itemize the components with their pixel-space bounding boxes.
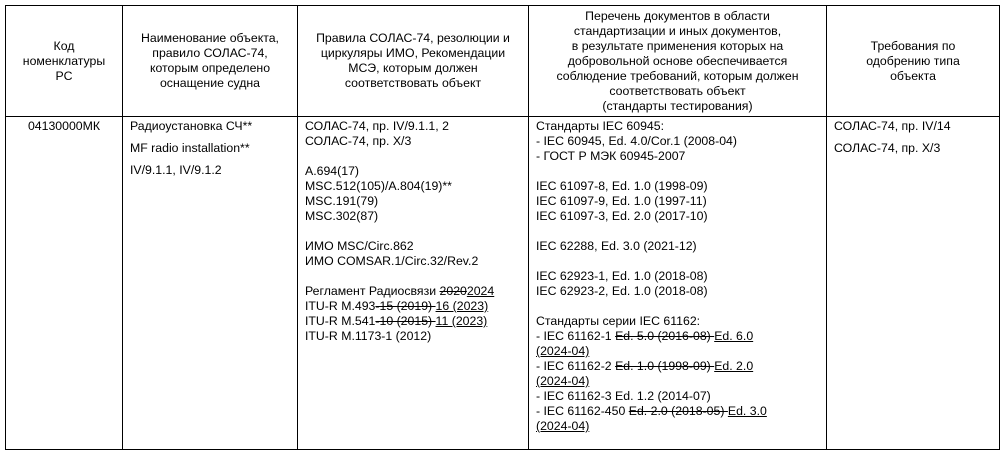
approval-solas-2: СОЛАС-74, пр. X/3: [834, 141, 941, 155]
reg-msc512: MSC.512(105)/A.804(19)**: [305, 179, 452, 193]
object-name-en: MF radio installation**: [130, 141, 250, 155]
header-standards: [529, 6, 827, 117]
header-regulations: [298, 6, 529, 117]
struck-text: -15 (2019): [375, 299, 436, 313]
std-iec61162-2: - IEC 61162-2 Ed. 1.0 (1998-09) Ed. 2.0: [536, 359, 754, 373]
std-iec60945: - IEC 60945, Ed. 4.0/Cor.1 (2008-04): [536, 134, 737, 148]
std-iec61162-1: - IEC 61162-1 Ed. 5.0 (2016-08) Ed. 6.0: [536, 329, 754, 343]
struck-text: Ed. 5.0 (2016-08): [615, 329, 715, 343]
header-row: [6, 6, 1000, 117]
struck-text: -10 (2015): [375, 314, 436, 328]
std-iec61097-8: IEC 61097-8, Ed. 1.0 (1998-09): [536, 179, 708, 193]
reg-radio-regulations: Регламент Радиосвязи 20202024: [305, 284, 495, 298]
std-iec60945-heading: Стандарты IEC 60945:: [536, 119, 665, 133]
struck-text: Ed. 2.0 (2018-05): [628, 404, 728, 418]
reg-solas-2: СОЛАС-74, пр. X/3: [305, 134, 412, 148]
struck-text: Ed. 1.0 (1998-09): [615, 359, 715, 373]
header-text: Перечень документов в области стандартизации и иных документов, в результате применения которых на добровольной основе обеспечивается соблюдение требований, которым должен соответствовать объект (стандарты тестирования): [556, 8, 799, 113]
cell-object: [123, 117, 298, 450]
reg-itu-m1173: ITU-R M.1173-1 (2012): [305, 329, 432, 343]
inserted-text: 16 (2023): [435, 299, 489, 313]
requirements-table: [5, 5, 1000, 450]
reg-msc191: MSC.191(79): [305, 194, 379, 208]
cell-standards: [529, 117, 827, 450]
approval-solas-1: СОЛАС-74, пр. IV/14: [834, 119, 951, 133]
nomenclature-code: 04130000МК: [27, 119, 101, 133]
reg-a694: A.694(17): [305, 164, 360, 178]
header-object-name: [123, 6, 298, 117]
cell-code: [6, 117, 123, 450]
reg-comsar: ИМО COMSAR.1/Circ.32/Rev.2: [305, 254, 479, 268]
header-approval: [827, 6, 1000, 117]
inserted-text: 2024: [466, 284, 495, 298]
reg-solas-1: СОЛАС-74, пр. IV/9.1.1, 2: [305, 119, 449, 133]
reg-circ862: ИМО MSC/Circ.862: [305, 239, 414, 253]
std-iec61162-heading: Стандарты серии IEC 61162:: [536, 314, 701, 328]
object-name-ru: Радиоустановка СЧ**: [130, 119, 253, 133]
inserted-text: (2024-04): [536, 374, 590, 388]
header-text: Наименование объекта, правило СОЛАС-74, которым определено оснащение судна: [141, 31, 279, 90]
inserted-text: Ed. 3.0: [727, 404, 767, 418]
inserted-text: Ed. 6.0: [714, 329, 754, 343]
header-text: Код номенклатуры РС: [22, 38, 106, 83]
object-rules: IV/9.1.1, IV/9.1.2: [130, 163, 222, 177]
reg-msc302: MSC.302(87): [305, 209, 379, 223]
inserted-text: 11 (2023): [435, 314, 488, 328]
cell-approval: [827, 117, 1000, 450]
struck-text: 2020: [439, 284, 467, 298]
std-iec61162-3: - IEC 61162-3 Ed. 1.2 (2014-07): [536, 389, 711, 403]
reg-itu-m493: ITU-R M.493-15 (2019) 16 (2023): [305, 299, 489, 313]
reg-itu-m541: ITU-R M.541-10 (2015) 11 (2023): [305, 314, 488, 328]
header-text: Правила СОЛАС-74, резолюции и циркуляры ИМО, Рекомендации МСЭ, которым должен соответствовать объект: [316, 31, 510, 90]
inserted-text: (2024-04): [536, 419, 590, 433]
header-text: Требования по одобрению типа объекта: [866, 38, 960, 83]
header-code: [6, 6, 123, 117]
std-iec61162-450: - IEC 61162-450 Ed. 2.0 (2018-05) Ed. 3.0: [536, 404, 767, 418]
std-gost-60945: - ГОСТ Р МЭК 60945-2007: [536, 149, 686, 163]
cell-regulations: [298, 117, 529, 450]
std-iec62923-2: IEC 62923-2, Ed. 1.0 (2018-08): [536, 284, 708, 298]
inserted-text: Ed. 2.0: [714, 359, 754, 373]
std-iec61097-3: IEC 61097-3, Ed. 2.0 (2017-10): [536, 209, 708, 223]
std-iec61097-9: IEC 61097-9, Ed. 1.0 (1997-11): [536, 194, 707, 208]
inserted-text: (2024-04): [536, 344, 590, 358]
table-row: [6, 117, 1000, 450]
std-iec62288: IEC 62288, Ed. 3.0 (2021-12): [536, 239, 697, 253]
std-iec62923-1: IEC 62923-1, Ed. 1.0 (2018-08): [536, 269, 708, 283]
